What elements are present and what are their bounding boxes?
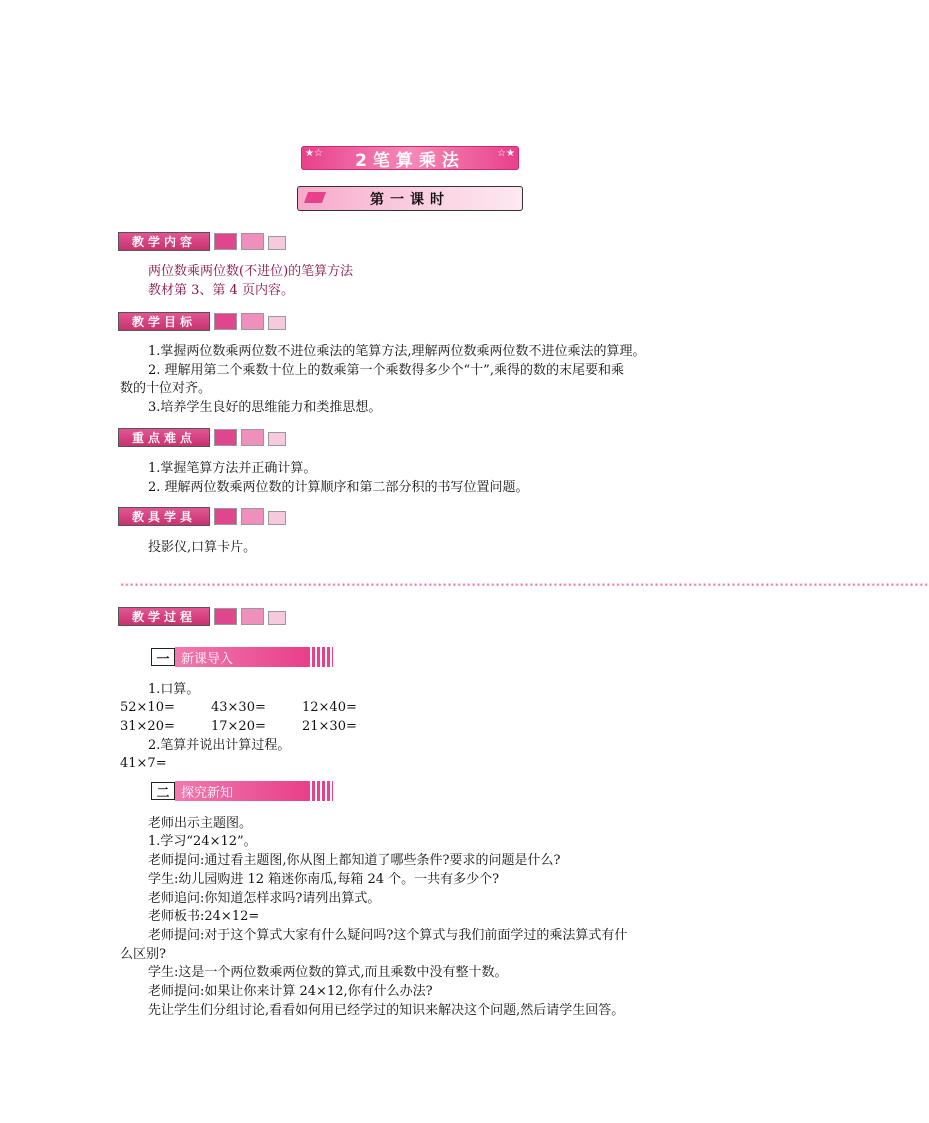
calc-item: 52×10= (120, 700, 175, 715)
step-banner-1 (151, 647, 333, 667)
calc-item: 12×40= (302, 700, 357, 715)
step2-line: 老师提问:如果让你来计算 24×12,你有什么办法? (148, 984, 433, 999)
square-icon (214, 233, 237, 250)
step2-line: 么区别? (120, 947, 166, 962)
step-label: 新课导入 (175, 647, 307, 667)
section-header-tools (118, 507, 286, 526)
square-icon (241, 608, 264, 625)
lesson-subtitle: 第一课时 (370, 191, 450, 208)
step2-line: 老师出示主题图。 (148, 816, 253, 831)
lesson-subtitle-banner (297, 186, 523, 211)
step1-line: 1.口算。 (148, 682, 200, 697)
step2-line: 老师提问:通过看主题图,你从图上都知道了哪些条件?要求的问题是什么? (148, 853, 561, 868)
dotted-divider: ************************************************************************************************************************************************************************ (120, 582, 929, 590)
goal-line: 2. 理解用第二个乘数十位上的数乘第一个乘数得多少个“十”,乘得的数的末尾要和乘 (148, 363, 624, 378)
section-label: 教学过程 (118, 607, 210, 626)
tools-line: 投影仪,口算卡片。 (148, 540, 257, 555)
pink-decoration-icon (304, 192, 326, 203)
section-header-key (118, 428, 286, 447)
square-icon (268, 316, 286, 330)
square-icon (214, 313, 237, 330)
square-icon (241, 429, 264, 446)
square-icon (268, 236, 286, 250)
square-icon (268, 611, 286, 625)
square-icon (268, 511, 286, 525)
step1-line: 41×7= (120, 756, 167, 771)
section-label: 重点难点 (118, 428, 210, 447)
goal-line: 数的十位对齐。 (120, 381, 212, 396)
star-icon: ★☆ (305, 148, 323, 159)
section-label: 教具学具 (118, 507, 210, 526)
calc-item: 31×20= (120, 719, 175, 734)
section-header-content (118, 232, 286, 251)
step2-line: 1.学习“24×12”。 (148, 834, 257, 849)
section-header-goals (118, 312, 286, 331)
section-header-process (118, 607, 286, 626)
stripe-decoration (307, 647, 333, 667)
step2-line: 先让学生们分组讨论,看看如何用已经学过的知识来解决这个问题,然后请学生回答。 (148, 1003, 625, 1018)
square-icon (268, 432, 286, 446)
calc-item: 43×30= (211, 700, 266, 715)
square-icon (241, 508, 264, 525)
section-label: 教学内容 (118, 232, 210, 251)
goal-line: 1.掌握两位数乘两位数不进位乘法的笔算方法,理解两位数乘两位数不进位乘法的算理。 (148, 344, 646, 359)
step2-line: 老师板书:24×12= (148, 909, 260, 924)
step2-line: 学生:这是一个两位数乘两位数的算式,而且乘数中没有整十数。 (148, 965, 508, 980)
step1-line: 2.笔算并说出计算过程。 (148, 738, 291, 753)
stripe-decoration (307, 781, 333, 801)
square-icon (214, 508, 237, 525)
square-icon (214, 608, 237, 625)
square-icon (241, 313, 264, 330)
lesson-title: 2笔算乘法 (355, 150, 465, 171)
calc-item: 17×20= (211, 719, 266, 734)
calc-item: 21×30= (302, 719, 357, 734)
step2-line: 老师追问:你知道怎样求吗?请列出算式。 (148, 891, 381, 906)
step2-line: 老师提问:对于这个算式大家有什么疑问吗?这个算式与我们前面学过的乘法算式有什 (148, 928, 628, 943)
key-line: 1.掌握笔算方法并正确计算。 (148, 461, 317, 476)
step-number: 一 (151, 648, 175, 666)
step-banner-2 (151, 781, 333, 801)
section-label: 教学目标 (118, 312, 210, 331)
lesson-title-banner (301, 146, 519, 170)
step2-line: 学生:幼儿园购进 12 箱迷你南瓜,每箱 24 个。一共有多少个? (148, 872, 500, 887)
square-icon (214, 429, 237, 446)
step-label: 探究新知 (175, 781, 307, 801)
step-number: 二 (151, 782, 175, 800)
content-line: 教材第 3、第 4 页内容。 (148, 283, 294, 298)
content-line: 两位数乘两位数(不进位)的笔算方法 (148, 264, 354, 279)
key-line: 2. 理解两位数乘两位数的计算顺序和第二部分积的书写位置问题。 (148, 480, 529, 495)
goal-line: 3.培养学生良好的思维能力和类推思想。 (148, 400, 382, 415)
star-icon: ☆★ (497, 148, 515, 159)
square-icon (241, 233, 264, 250)
